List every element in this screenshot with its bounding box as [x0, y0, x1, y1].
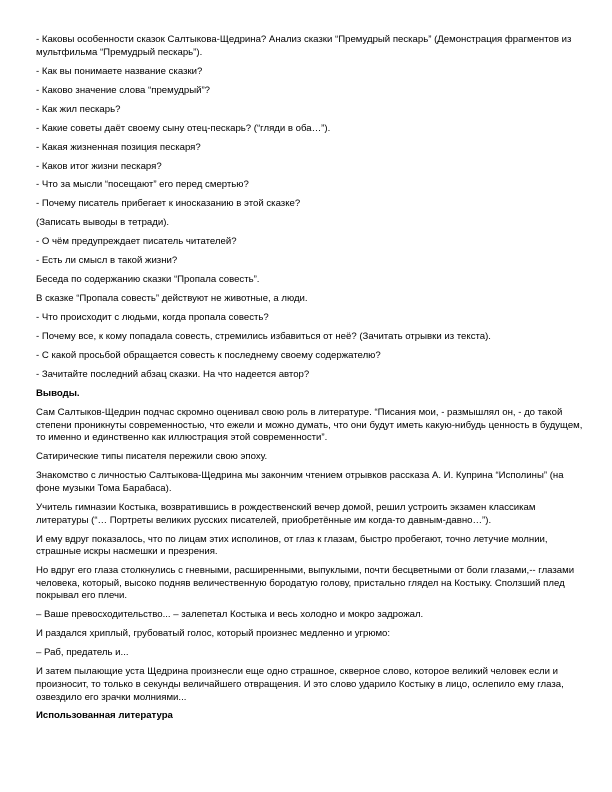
document-page	[36, 34, 586, 729]
paragraph: (Записать выводы в тетради).	[36, 217, 170, 229]
paragraph: И ему вдруг показалось, что по лицам этих исполинов, от глаз к глазам, быстро пробегают, точно летучие молнии, страшные искры насмешки и презрения.	[36, 533, 548, 558]
paragraph: - Как жил пескарь?	[36, 103, 121, 115]
section-heading: Выводы.	[36, 388, 80, 400]
paragraph: - Какая жизненная позиция пескаря?	[36, 141, 201, 153]
paragraph: - Что происходит с людьми, когда пропала совесть?	[36, 312, 269, 324]
paragraph: - Есть ли смысл в такой жизни?	[36, 255, 178, 267]
paragraph: Но вдруг его глаза столкнулись с гневными, расширенными, выпуклыми, почти бесцветными от боли глазами,-- глазами человека, который, высоко подняв величественную бородатую голову, пристально глядел на Костыку. Сползший плед покрывал его плечи.	[36, 565, 575, 602]
paragraph: – Раб, предатель и...	[36, 647, 129, 659]
paragraph: - С какой просьбой обращается совесть к последнему своему содержателю?	[36, 350, 381, 362]
paragraph: И затем пылающие уста Щедрина произнесли еще одно страшное, скверное слово, которое великий человек если и произносит, то только в секунды величайшего отвращения. И это слово ударило Костыку в лицо, ослепило ему глаза, озвездило его зрачки молниями...	[36, 666, 564, 703]
paragraph: - Каково значение слова “премудрый”?	[36, 84, 211, 96]
paragraph: В сказке “Пропала совесть” действуют не животные, а люди.	[36, 293, 308, 305]
section-heading: Использованная литература	[36, 710, 173, 722]
paragraph: - Почему писатель прибегает к иносказанию в этой сказке?	[36, 198, 301, 210]
paragraph: - Что за мысли “посещают” его перед смертью?	[36, 179, 249, 191]
paragraph: И раздался хриплый, грубоватый голос, который произнес медленно и угрюмо:	[36, 628, 391, 640]
paragraph: Знакомство с личностью Салтыкова-Щедрина мы закончим чтением отрывков рассказа А. И. Куприна “Исполины” (на фоне музыки Тома Барабаса).	[36, 470, 564, 495]
paragraph: - Как вы понимаете название сказки?	[36, 65, 203, 77]
paragraph: - Зачитайте последний абзац сказки. На что надеется автор?	[36, 369, 310, 381]
paragraph: Беседа по содержанию сказки “Пропала совесть”.	[36, 274, 260, 286]
paragraph: - Почему все, к кому попадала совесть, стремились избавиться от неё? (Зачитать отрывки из текста).	[36, 331, 491, 343]
paragraph: Сатирические типы писателя пережили свою эпоху.	[36, 451, 268, 463]
paragraph: - Каковы особенности сказок Салтыкова-Щедрина? Анализ сказки “Премудрый пескарь” (Демонстрация фрагментов из мультфильма “Премудрый пескарь”).	[36, 34, 572, 58]
paragraph: – Ваше превосходительство... – залепетал Костыка и весь холодно и мокро задрожал.	[36, 609, 424, 621]
paragraph: Учитель гимназии Костыка, возвратившись в рождественский вечер домой, решил устроить экзамен классикам литературы (“… Портреты великих русских писателей, приобретённые им когда-то давным-давно…”).	[36, 502, 536, 526]
paragraph: - О чём предупреждает писатель читателей?	[36, 236, 237, 248]
paragraph: - Каков итог жизни пескаря?	[36, 160, 162, 172]
paragraph: Сам Салтыков-Щедрин подчас скромно оценивал свою роль в литературе. “Писания мои, - размышлял он, - до такой степени проникнуты современностью, что ежели и можно думать, что они будут иметь какую-нибудь ценность в будущем, то именно и единственно как иллюстрация этой современности”.	[36, 407, 583, 444]
paragraph: - Какие советы даёт своему сыну отец-пескарь? (“гляди в оба…”).	[36, 122, 331, 134]
